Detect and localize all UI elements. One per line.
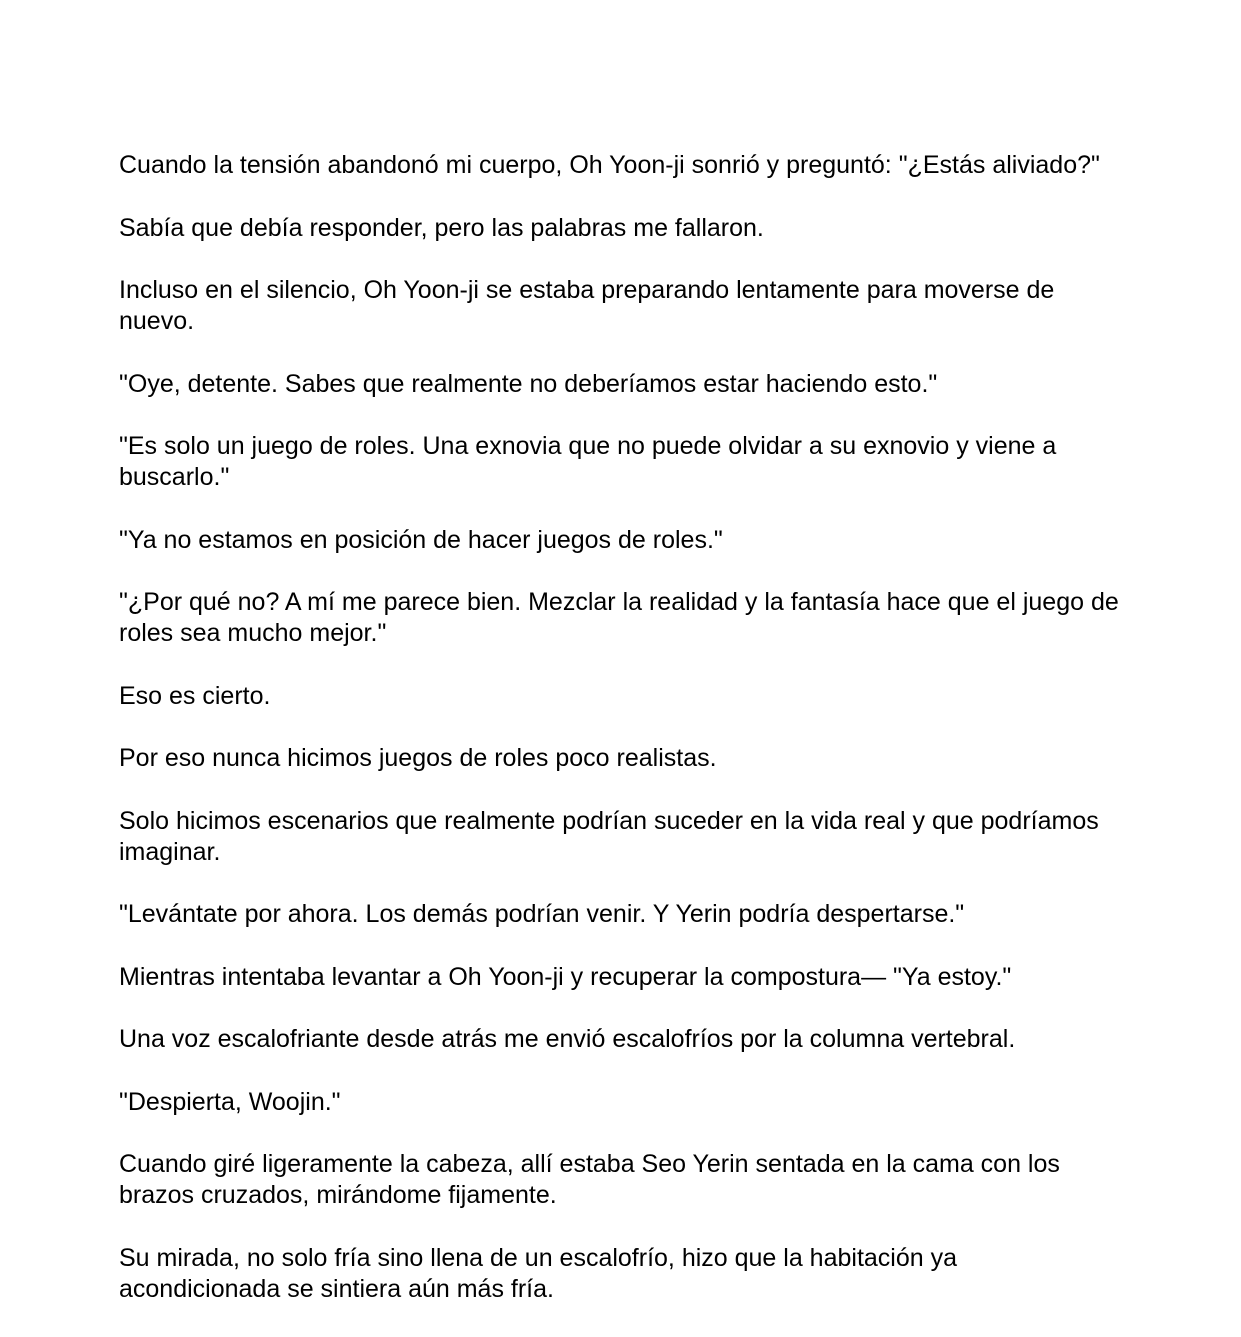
paragraph: Cuando la tensión abandonó mi cuerpo, Oh Yoon-ji sonrió y preguntó: "¿Estás aliviado?" [119, 151, 1100, 179]
paragraph: Mientras intentaba levantar a Oh Yoon-ji y recuperar la compostura— "Ya estoy." [119, 962, 1012, 991]
paragraph: Por eso nunca hicimos juegos de roles poco realistas. [119, 744, 717, 772]
paragraph: "Es solo un juego de roles. Una exnovia que no puede olvidar a su exnovio y viene a buscarlo." [119, 432, 1057, 491]
paragraph: Solo hicimos escenarios que realmente podrían suceder en la vida real y que podríamos imaginar. [119, 806, 1099, 866]
paragraph: "Levántate por ahora. Los demás podrían venir. Y Yerin podría despertarse." [119, 900, 965, 928]
paragraph: "Ya no estamos en posición de hacer juegos de roles." [119, 525, 723, 554]
paragraph: Sabía que debía responder, pero las palabras me fallaron. [119, 213, 764, 242]
paragraph: Incluso en el silencio, Oh Yoon-ji se estaba preparando lentamente para moverse de nuevo. [119, 276, 1055, 335]
paragraph: Cuando giré ligeramente la cabeza, allí estaba Seo Yerin sentada en la cama con los brazos cruzados, mirándome fijamente. [119, 1150, 1060, 1209]
paragraph: Eso es cierto. [119, 681, 271, 710]
paragraph: Una voz escalofriante desde atrás me envió escalofríos por la columna vertebral. [119, 1025, 1016, 1053]
paragraph: "¿Por qué no? A mí me parece bien. Mezclar la realidad y la fantasía hace que el juego de roles sea mucho mejor." [119, 588, 1119, 647]
document-body [119, 150, 1124, 1336]
paragraph: "Despierta, Woojin." [119, 1087, 341, 1116]
paragraph: "Oye, detente. Sabes que realmente no deberíamos estar haciendo esto." [119, 369, 938, 398]
paragraph: Su mirada, no solo fría sino llena de un escalofrío, hizo que la habitación ya acondicionada se sintiera aún más fría. [119, 1243, 958, 1303]
